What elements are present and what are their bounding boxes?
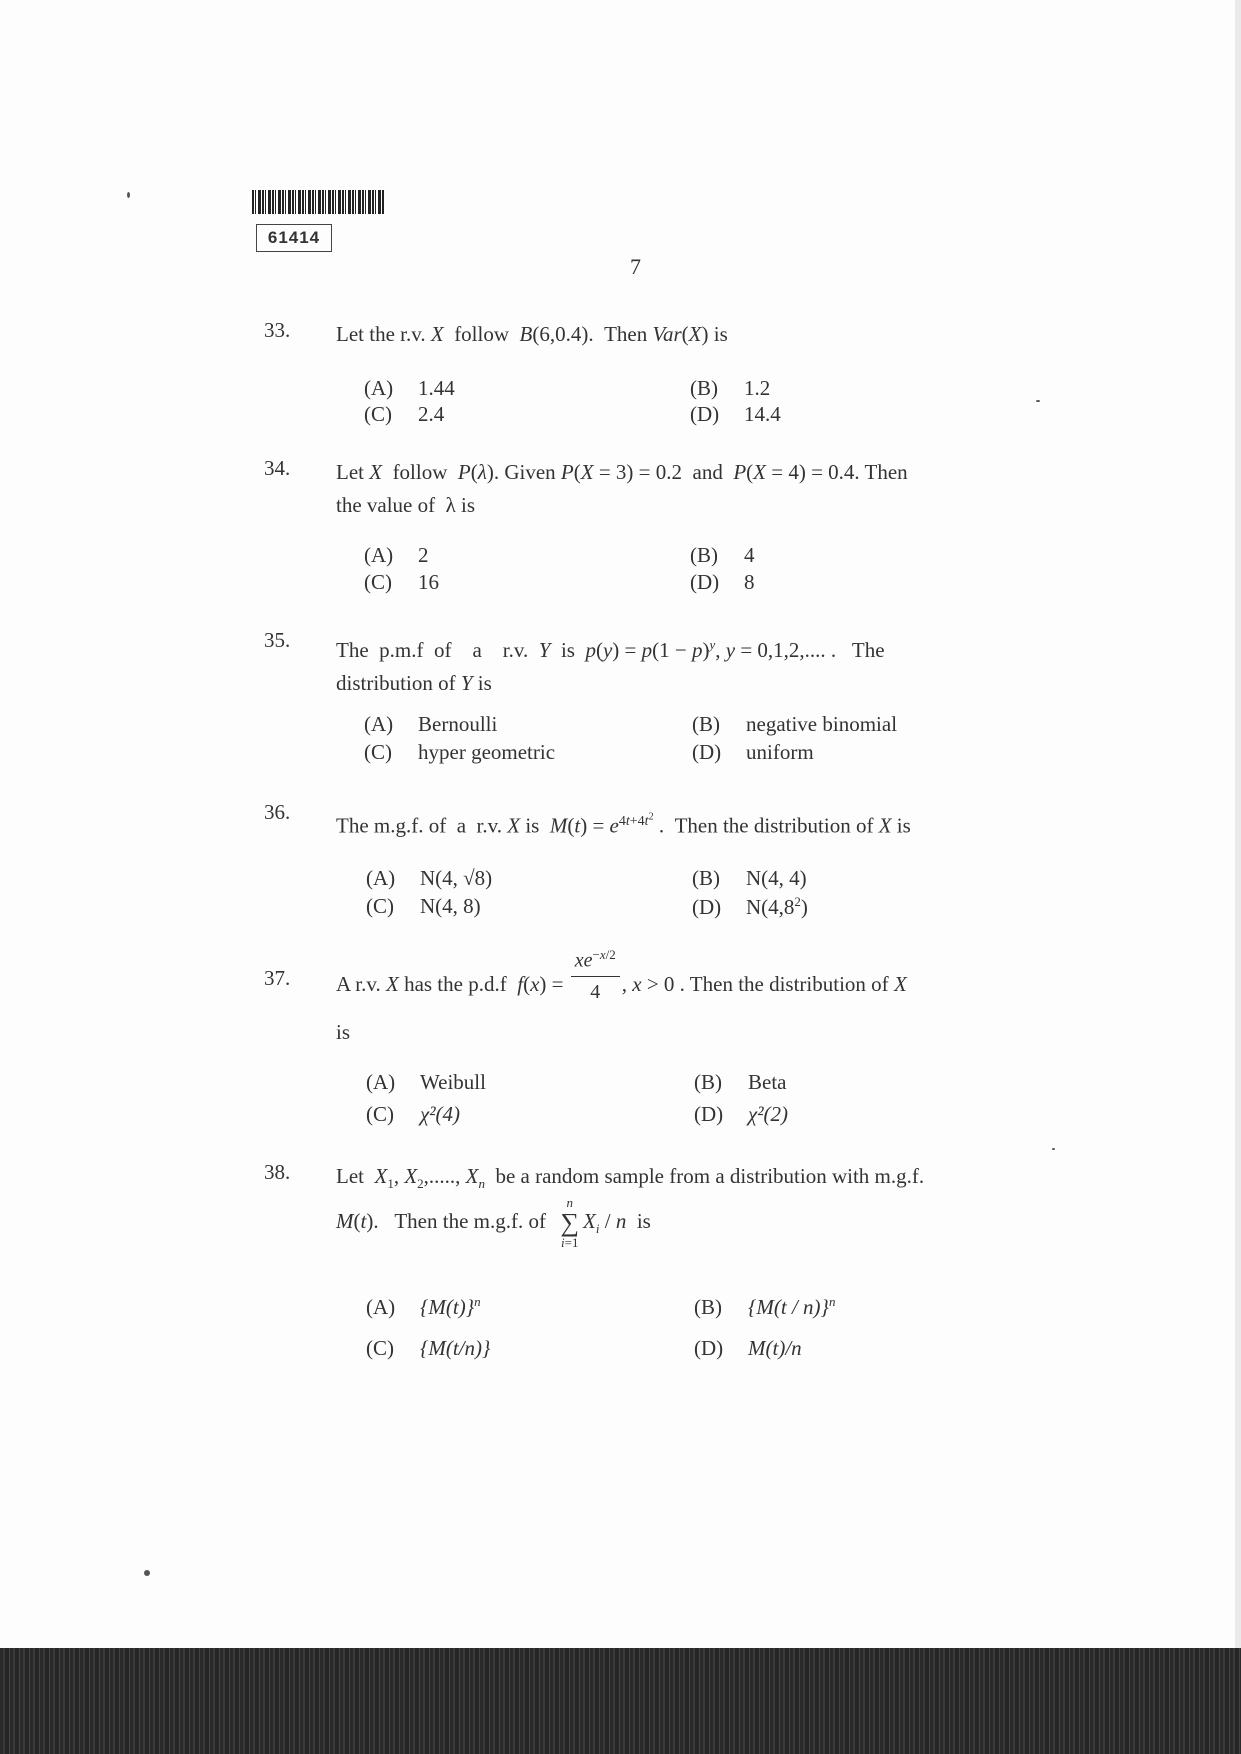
question-text: The p.m.f of a r.v. Y is $p(y) = p(1 - p)^y$, y = 0,1,2,.... . The distribution of Y is [336, 637, 885, 695]
option-b: (B) negative binomial [692, 712, 898, 736]
scanner-bed-strip [0, 1648, 1241, 1754]
question-text-continued: M(t). Then the m.g.f. of n ∑ i=1 $X_i$ / n is [336, 1195, 651, 1250]
question-number: 37. [264, 966, 291, 990]
question-number: 36. [264, 800, 291, 824]
scan-speck [1036, 400, 1040, 402]
scan-speck [127, 192, 130, 198]
question-text: Let X follow P(λ). Given P(X = 3) = 0.2 and P(X = 4) = 0.4. Then the value of λ is [336, 460, 908, 517]
option-b: (B) 1.2 [690, 376, 771, 400]
option-d: (D) $N(4,8^2)$ [692, 894, 808, 919]
question-text: Let $X_1$, $X_2$,....., $X_n$ be a random sample from a distribution with m.g.f. [336, 1164, 925, 1192]
option-d: (D) χ²(2) [694, 1102, 789, 1126]
option-c: (C) {M(t/n)} [366, 1336, 491, 1360]
option-c: (C) 16 [364, 570, 439, 594]
scan-speck [1052, 1148, 1055, 1150]
question-number: 33. [264, 318, 291, 342]
option-a: (A) 2 [364, 543, 429, 567]
question-number: 35. [264, 628, 291, 652]
option-a: (A) N(4, √8) [366, 866, 493, 890]
option-c: (C) χ²(4) [366, 1102, 461, 1126]
question-text: Let the r.v. X follow B(6,0.4). Then Var(X) is [336, 322, 728, 346]
option-d: (D) M(t)/n [694, 1336, 802, 1360]
option-d: (D) 14.4 [690, 402, 781, 426]
paper-code: 61414 [256, 224, 332, 252]
option-a: (A) Bernoulli [364, 712, 498, 736]
option-a: (A) $\{M(t)\}^n$ [366, 1294, 481, 1319]
option-a: (A) 1.44 [364, 376, 455, 400]
option-c: (C) hyper geometric [364, 740, 556, 764]
option-c: (C) N(4, 8) [366, 894, 481, 918]
page-number: 7 [630, 254, 641, 279]
question-text: A r.v. X has the p.d.f f(x) = $\frac{xe^{-x/2}}{4}$ , x > 0 . Then the distribution of X [336, 966, 1016, 1007]
question-text-continued: is [336, 1020, 351, 1044]
scan-speck [144, 1570, 150, 1576]
question-number: 34. [264, 456, 291, 480]
option-b: (B) Beta [694, 1070, 787, 1094]
option-d: (D) 8 [690, 570, 755, 594]
barcode [252, 190, 384, 214]
option-d: (D) uniform [692, 740, 814, 764]
option-b: (B) N(4, 4) [692, 866, 807, 890]
option-b: (B) 4 [690, 543, 755, 567]
option-c: (C) 2.4 [364, 402, 445, 426]
option-a: (A) Weibull [366, 1070, 486, 1094]
question-number: 38. [264, 1160, 291, 1184]
question-text: The m.g.f. of a r.v. X is $M(t) = e^{4t+4t^2}$ . Then the distribution of X is [336, 811, 911, 838]
page-edge-shadow [1235, 0, 1241, 1648]
option-b: (B) {M(t / n)}$^n$ [694, 1294, 836, 1319]
